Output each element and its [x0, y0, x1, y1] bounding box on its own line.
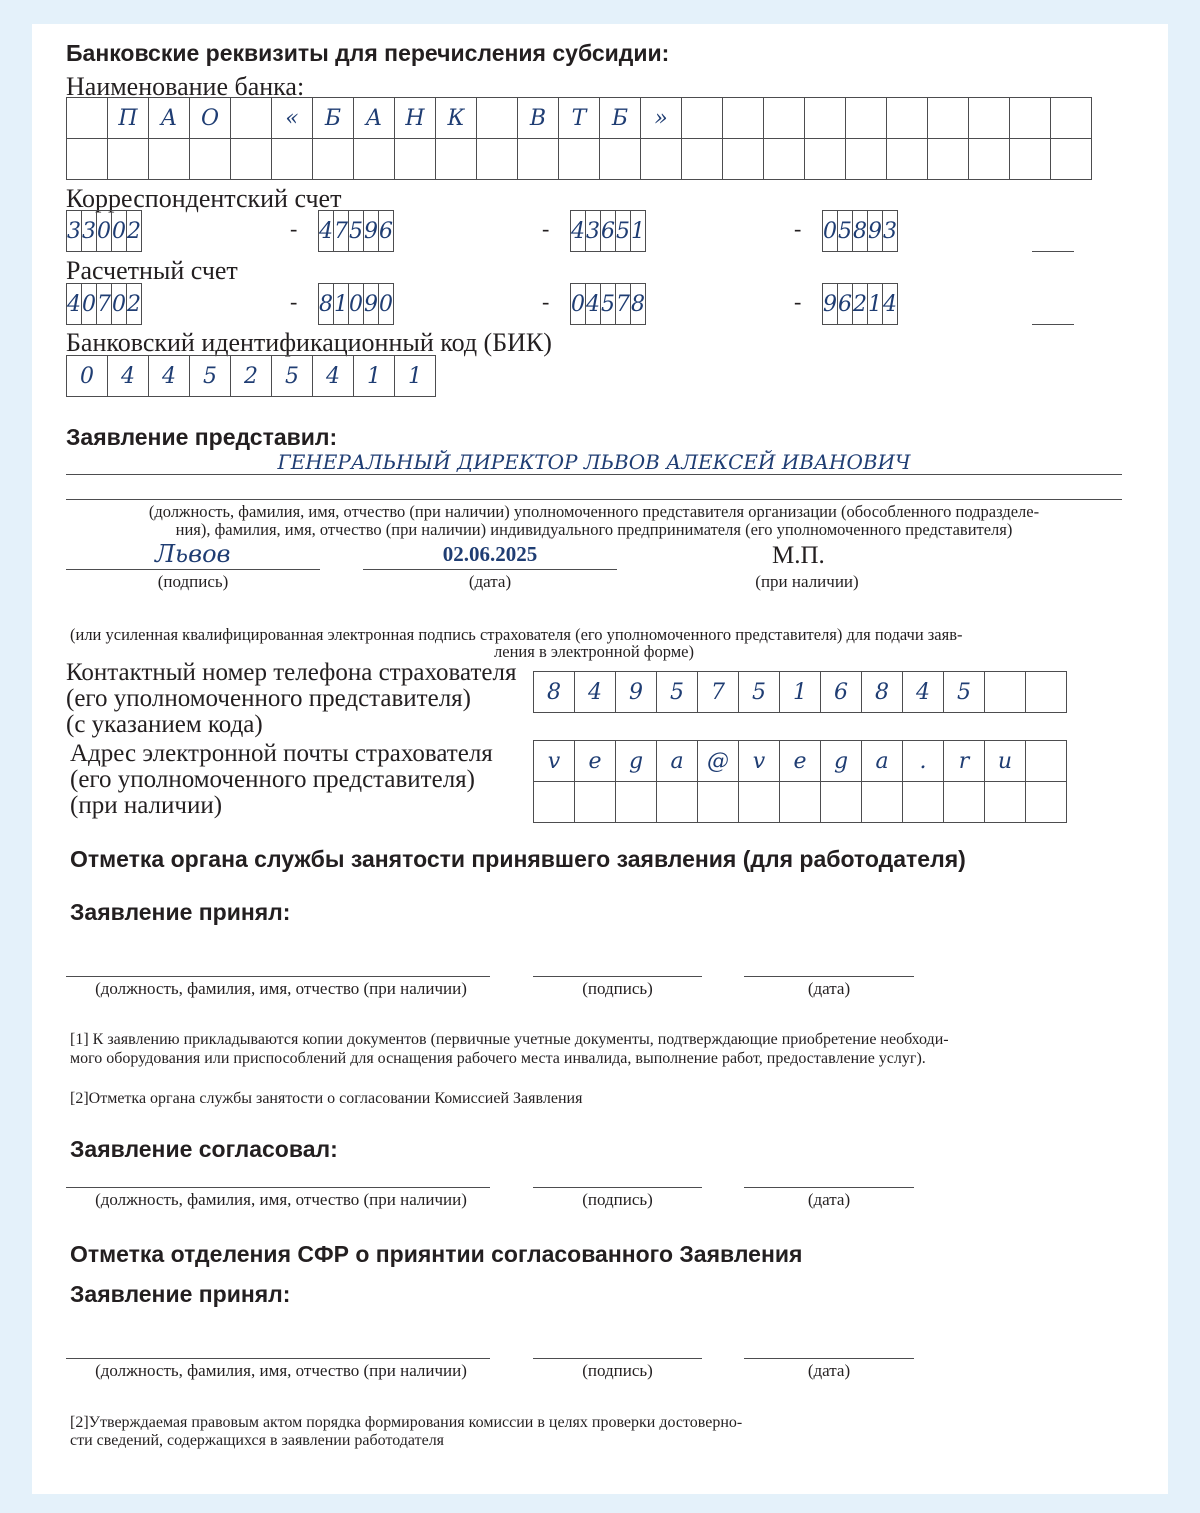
- char-cell[interactable]: «: [272, 98, 313, 139]
- email-grid[interactable]: [533, 740, 1067, 823]
- char-cell[interactable]: [600, 139, 641, 180]
- signature-image: Львов: [155, 540, 231, 568]
- char-cell[interactable]: [862, 782, 903, 823]
- char-cell[interactable]: [575, 782, 616, 823]
- char-cell[interactable]: Н: [395, 98, 436, 139]
- approved-date-caption: (дата): [807, 1190, 851, 1209]
- char-cell[interactable]: [616, 782, 657, 823]
- char-cell[interactable]: 4: [67, 284, 82, 325]
- submitted-caption-1: (должность, фамилия, имя, отчество (при наличии) уполномоченного представителя организации (обособленного подразделе-: [148, 502, 1040, 521]
- char-cell[interactable]: 8: [534, 672, 575, 713]
- char-cell[interactable]: 6: [601, 211, 616, 252]
- approved-date-line: [744, 1187, 914, 1188]
- date-line: [363, 569, 617, 570]
- char-cell[interactable]: [395, 139, 436, 180]
- char-cell[interactable]: @: [698, 741, 739, 782]
- char-cell[interactable]: [1051, 139, 1092, 180]
- email-label: Адрес электронной почты страхователя (его уполномоченного представителя) (при наличии): [70, 740, 493, 819]
- bank-heading: Банковские реквизиты для перечисления субсидии:: [66, 40, 670, 66]
- char-cell[interactable]: 5: [190, 356, 231, 397]
- char-cell[interactable]: О: [190, 98, 231, 139]
- char-cell[interactable]: [313, 139, 354, 180]
- char-cell[interactable]: v: [739, 741, 780, 782]
- employment-signature-line: [533, 976, 702, 977]
- char-cell[interactable]: a: [862, 741, 903, 782]
- note-1-line-1: [1] К заявлению прикладываются копии документов (первичные учетные документы, подтверждающие приобретение необходи-: [70, 1031, 949, 1048]
- char-cell[interactable]: 5: [601, 284, 616, 325]
- char-cell[interactable]: u: [985, 741, 1026, 782]
- sfr-position-caption: (должность, фамилия, имя, отчество (при наличии): [95, 1361, 467, 1380]
- char-cell[interactable]: 8: [862, 672, 903, 713]
- char-cell[interactable]: [764, 139, 805, 180]
- account-group[interactable]: [318, 210, 394, 252]
- char-cell[interactable]: 6: [821, 672, 862, 713]
- char-cell[interactable]: a: [657, 741, 698, 782]
- char-cell[interactable]: »: [641, 98, 682, 139]
- char-cell[interactable]: 0: [112, 211, 127, 252]
- char-cell[interactable]: [969, 98, 1010, 139]
- group-separator: -: [542, 216, 550, 241]
- group-separator: -: [794, 289, 802, 314]
- approved-signature-caption: (подпись): [582, 1190, 653, 1209]
- char-cell[interactable]: 4: [108, 356, 149, 397]
- char-cell[interactable]: 5: [739, 672, 780, 713]
- char-cell[interactable]: r: [944, 741, 985, 782]
- char-cell[interactable]: 0: [823, 211, 838, 252]
- char-cell[interactable]: [108, 139, 149, 180]
- account-group[interactable]: [66, 283, 142, 325]
- char-cell[interactable]: [846, 139, 887, 180]
- char-cell[interactable]: 0: [571, 284, 586, 325]
- char-cell[interactable]: 0: [112, 284, 127, 325]
- char-cell[interactable]: [723, 139, 764, 180]
- char-cell[interactable]: 9: [364, 211, 379, 252]
- char-cell[interactable]: 4: [571, 211, 586, 252]
- char-cell[interactable]: [67, 139, 108, 180]
- char-cell[interactable]: 4: [883, 284, 898, 325]
- footnote-line-2: сти сведений, содержащихся в заявлении работодателя: [70, 1432, 445, 1449]
- bik-grid[interactable]: [66, 355, 436, 397]
- char-cell[interactable]: [944, 782, 985, 823]
- signature-line: [66, 569, 320, 570]
- char-cell[interactable]: [1026, 672, 1067, 713]
- char-cell[interactable]: 1: [354, 356, 395, 397]
- employment-position-caption: (должность, фамилия, имя, отчество (при наличии): [95, 979, 467, 998]
- char-cell[interactable]: 7: [616, 284, 631, 325]
- char-cell[interactable]: [805, 98, 846, 139]
- char-cell[interactable]: [928, 139, 969, 180]
- group-separator: -: [794, 216, 802, 241]
- char-cell[interactable]: [641, 139, 682, 180]
- char-cell[interactable]: 2: [127, 284, 142, 325]
- submitted-date[interactable]: 02.06.2025: [442, 542, 538, 566]
- char-cell[interactable]: А: [354, 98, 395, 139]
- char-cell[interactable]: [887, 139, 928, 180]
- note-1-line-2: мого оборудования или приспособлений для оснащения рабочего места инвалида, выполнение работ, предоставление услуг).: [70, 1050, 926, 1067]
- char-cell[interactable]: 4: [149, 356, 190, 397]
- char-cell[interactable]: А: [149, 98, 190, 139]
- account-group[interactable]: [822, 210, 898, 252]
- char-cell[interactable]: e: [575, 741, 616, 782]
- esign-note-1: (или усиленная квалифицированная электронная подпись страхователя (его уполномоченного представителя) для подачи заяв-: [70, 625, 963, 644]
- sfr-position-line: [66, 1358, 490, 1359]
- char-cell[interactable]: [682, 98, 723, 139]
- char-cell[interactable]: [1010, 98, 1051, 139]
- char-cell[interactable]: [764, 98, 805, 139]
- sfr-heading: Отметка отделения СФР о приянтии согласованного Заявления: [70, 1241, 803, 1267]
- char-cell[interactable]: 6: [379, 211, 394, 252]
- char-cell[interactable]: 2: [231, 356, 272, 397]
- char-cell[interactable]: [190, 139, 231, 180]
- approved-position-line: [66, 1187, 490, 1188]
- footnote-line-1: [2]Утверждаемая правовым актом порядка формирования комиссии в целях проверки достоверно-: [70, 1414, 743, 1431]
- approved-heading: Заявление согласовал:: [70, 1136, 338, 1162]
- char-cell[interactable]: [518, 139, 559, 180]
- submitted-by-value[interactable]: ГЕНЕРАЛЬНЫЙ ДИРЕКТОР ЛЬВОВ АЛЕКСЕЙ ИВАНОВИЧ: [277, 450, 911, 474]
- char-cell[interactable]: 9: [616, 672, 657, 713]
- corr-account-label: Корреспондентский счет: [66, 184, 342, 213]
- esign-note-2: ления в электронной форме): [494, 642, 694, 661]
- char-cell[interactable]: 5: [272, 356, 313, 397]
- sfr-date-caption: (дата): [807, 1361, 851, 1380]
- char-cell[interactable]: [477, 98, 518, 139]
- note-2: [2]Отметка органа службы занятости о согласовании Комиссией Заявления: [70, 1090, 583, 1107]
- char-cell[interactable]: 3: [67, 211, 82, 252]
- char-cell[interactable]: [272, 139, 313, 180]
- phone-label: Контактный номер телефона страхователя (его уполномоченного представителя) (с указанием кода): [66, 659, 517, 738]
- char-cell[interactable]: v: [534, 741, 575, 782]
- char-cell[interactable]: 0: [67, 356, 108, 397]
- phone-grid[interactable]: [533, 671, 1067, 713]
- char-cell[interactable]: [1026, 741, 1067, 782]
- char-cell[interactable]: 1: [395, 356, 436, 397]
- sfr-date-line: [744, 1358, 914, 1359]
- char-cell[interactable]: Б: [600, 98, 641, 139]
- sfr-signature-caption: (подпись): [582, 1361, 653, 1380]
- char-cell[interactable]: [477, 139, 518, 180]
- char-cell[interactable]: g: [821, 741, 862, 782]
- char-cell[interactable]: 5: [657, 672, 698, 713]
- char-cell[interactable]: 4: [586, 284, 601, 325]
- char-cell[interactable]: 0: [97, 211, 112, 252]
- char-cell[interactable]: [231, 139, 272, 180]
- bik-label: Банковский идентификационный код (БИК): [66, 328, 552, 357]
- char-cell[interactable]: [805, 139, 846, 180]
- employment-heading: Отметка органа службы занятости принявшего заявления (для работодателя): [70, 846, 966, 872]
- submitted-heading: Заявление представил:: [66, 424, 338, 450]
- char-cell[interactable]: 4: [575, 672, 616, 713]
- employment-date-caption: (дата): [807, 979, 851, 998]
- char-cell[interactable]: 5: [349, 211, 364, 252]
- char-cell[interactable]: 7: [97, 284, 112, 325]
- char-cell[interactable]: 7: [334, 211, 349, 252]
- group-separator: -: [290, 216, 298, 241]
- char-cell[interactable]: 9: [364, 284, 379, 325]
- char-cell[interactable]: 3: [883, 211, 898, 252]
- char-cell[interactable]: g: [616, 741, 657, 782]
- char-cell[interactable]: 6: [838, 284, 853, 325]
- char-cell[interactable]: [723, 98, 764, 139]
- employment-date-line: [744, 976, 914, 977]
- char-cell[interactable]: 4: [903, 672, 944, 713]
- char-cell[interactable]: Т: [559, 98, 600, 139]
- account-group[interactable]: [318, 283, 394, 325]
- char-cell[interactable]: [657, 782, 698, 823]
- char-cell[interactable]: [1026, 782, 1067, 823]
- char-cell[interactable]: 2: [853, 284, 868, 325]
- account-group[interactable]: [570, 210, 646, 252]
- char-cell[interactable]: 0: [82, 284, 97, 325]
- char-cell[interactable]: 1: [868, 284, 883, 325]
- char-cell[interactable]: 8: [853, 211, 868, 252]
- group-separator: -: [290, 289, 298, 314]
- char-cell[interactable]: 5: [616, 211, 631, 252]
- char-cell[interactable]: 8: [631, 284, 646, 325]
- char-cell[interactable]: 8: [319, 284, 334, 325]
- group-separator: -: [542, 289, 550, 314]
- char-cell[interactable]: [534, 782, 575, 823]
- char-cell[interactable]: [354, 139, 395, 180]
- approved-position-caption: (должность, фамилия, имя, отчество (при наличии): [95, 1190, 467, 1209]
- char-cell[interactable]: [903, 782, 944, 823]
- char-cell[interactable]: К: [436, 98, 477, 139]
- char-cell[interactable]: [682, 139, 723, 180]
- char-cell[interactable]: [985, 782, 1026, 823]
- char-cell[interactable]: e: [780, 741, 821, 782]
- char-cell[interactable]: [698, 782, 739, 823]
- char-cell[interactable]: 9: [823, 284, 838, 325]
- char-cell[interactable]: [436, 139, 477, 180]
- char-cell[interactable]: [149, 139, 190, 180]
- char-cell[interactable]: [1010, 139, 1051, 180]
- bank-name-label: Наименование банка:: [66, 72, 305, 101]
- char-cell[interactable]: [821, 782, 862, 823]
- char-cell[interactable]: П: [108, 98, 149, 139]
- char-cell[interactable]: [559, 139, 600, 180]
- char-cell[interactable]: [780, 782, 821, 823]
- char-cell[interactable]: 1: [334, 284, 349, 325]
- sfr-accepted-heading: Заявление принял:: [70, 1281, 291, 1307]
- char-cell[interactable]: [231, 98, 272, 139]
- char-cell[interactable]: [887, 98, 928, 139]
- stamp-caption: (при наличии): [755, 572, 859, 591]
- employment-position-line: [66, 976, 490, 977]
- settlement-account-label: Расчетный счет: [66, 256, 238, 285]
- employment-accepted-heading: Заявление принял:: [70, 899, 291, 925]
- trailing-line: [1032, 251, 1074, 252]
- char-cell[interactable]: 4: [319, 211, 334, 252]
- char-cell[interactable]: 5: [838, 211, 853, 252]
- char-cell[interactable]: 0: [349, 284, 364, 325]
- account-group[interactable]: [822, 283, 898, 325]
- trailing-line: [1032, 324, 1074, 325]
- char-cell[interactable]: [985, 672, 1026, 713]
- char-cell[interactable]: [846, 98, 887, 139]
- char-cell[interactable]: [928, 98, 969, 139]
- account-group[interactable]: [570, 283, 646, 325]
- char-cell[interactable]: 3: [586, 211, 601, 252]
- char-cell[interactable]: 1: [631, 211, 646, 252]
- char-cell[interactable]: 5: [944, 672, 985, 713]
- char-cell[interactable]: 2: [127, 211, 142, 252]
- char-cell[interactable]: [969, 139, 1010, 180]
- submitted-line-1: [66, 474, 1122, 475]
- account-group[interactable]: [66, 210, 142, 252]
- char-cell[interactable]: [739, 782, 780, 823]
- char-cell[interactable]: .: [903, 741, 944, 782]
- submitted-line-2: [66, 499, 1122, 500]
- char-cell[interactable]: [67, 98, 108, 139]
- sfr-signature-line: [533, 1358, 702, 1359]
- submitted-caption-2: ния), фамилия, имя, отчество (при наличии) индивидуального предпринимателя (его уполномоченного представителя): [175, 520, 1013, 539]
- char-cell[interactable]: 0: [379, 284, 394, 325]
- employment-signature-caption: (подпись): [582, 979, 653, 998]
- char-cell[interactable]: 7: [698, 672, 739, 713]
- bank-name-grid[interactable]: [66, 97, 1092, 180]
- char-cell[interactable]: 4: [313, 356, 354, 397]
- char-cell[interactable]: 1: [780, 672, 821, 713]
- char-cell[interactable]: 3: [82, 211, 97, 252]
- stamp-label: М.П.: [772, 542, 825, 569]
- char-cell[interactable]: [1051, 98, 1092, 139]
- date-caption: (дата): [468, 572, 512, 591]
- char-cell[interactable]: В: [518, 98, 559, 139]
- char-cell[interactable]: Б: [313, 98, 354, 139]
- signature-caption: (подпись): [157, 572, 229, 591]
- char-cell[interactable]: 9: [868, 211, 883, 252]
- approved-signature-line: [533, 1187, 702, 1188]
